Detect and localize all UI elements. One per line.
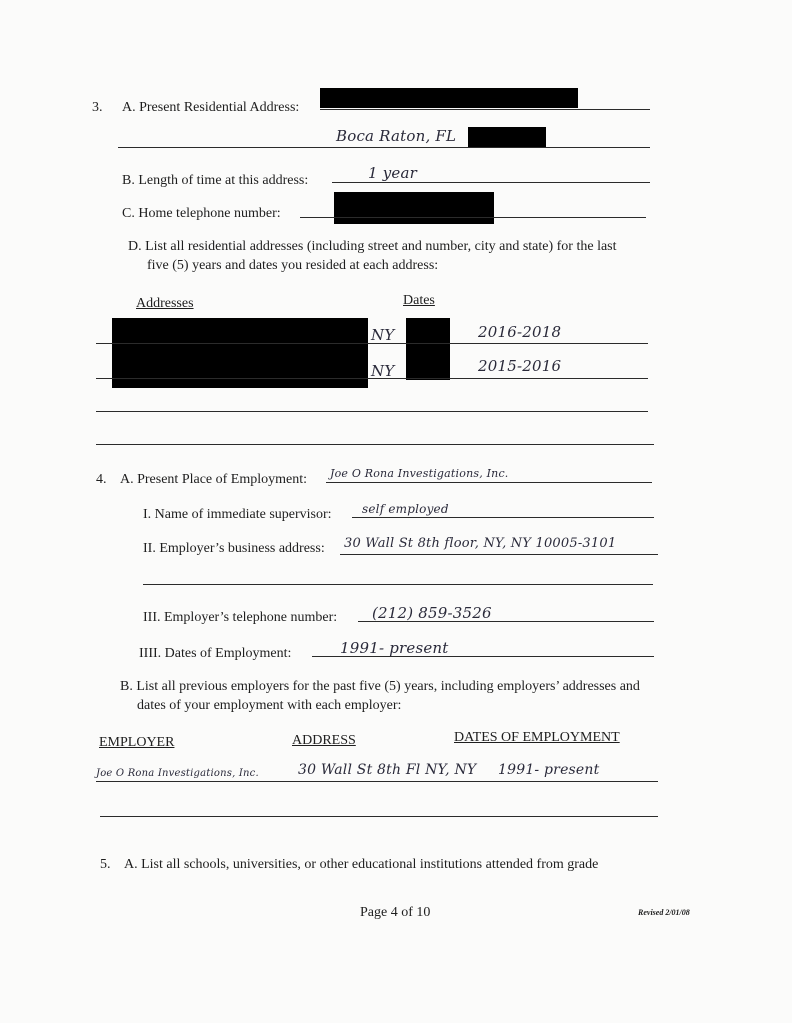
home-phone-label: C. Home telephone number: xyxy=(122,206,281,221)
business-address-value: 30 Wall St 8th floor, NY, NY 10005-3101 xyxy=(344,536,617,551)
supervisor-label: I. Name of immediate supervisor: xyxy=(143,507,332,522)
redaction-bar xyxy=(320,88,578,108)
employment-dates-line[interactable] xyxy=(312,656,654,657)
employment-dates-column-header: DATES OF EMPLOYMENT xyxy=(454,730,620,745)
employer-row-line[interactable] xyxy=(100,816,658,817)
employment-dates-value: 1991- present xyxy=(340,639,449,657)
length-of-time-value: 1 year xyxy=(368,164,417,182)
business-address-line[interactable] xyxy=(340,554,658,555)
address-row-line[interactable] xyxy=(96,411,648,412)
length-of-time-label: B. Length of time at this address: xyxy=(122,173,309,188)
employer-phone-label: III. Employer’s telephone number: xyxy=(143,610,338,625)
residential-address-label: A. Present Residential Address: xyxy=(122,100,300,115)
revision-date: Revised 2/01/08 xyxy=(638,908,690,917)
address-column-header: ADDRESS xyxy=(292,733,356,748)
schools-instruction: A. List all schools, universities, or other educational institutions attended from grade xyxy=(124,857,599,872)
previous-employers-instruction-2: dates of your employment with each employer: xyxy=(137,698,402,713)
redaction-bar xyxy=(406,318,450,380)
supervisor-line[interactable] xyxy=(352,517,654,518)
page-number: Page 4 of 10 xyxy=(360,905,431,920)
address-row-line[interactable] xyxy=(96,444,654,445)
section-3-number: 3. xyxy=(92,100,103,115)
address-row-dates: 2016-2018 xyxy=(478,323,562,341)
prior-addresses-instruction-2: five (5) years and dates you resided at each address: xyxy=(147,258,439,273)
address-row-line[interactable] xyxy=(96,378,648,379)
residential-address-line-2[interactable] xyxy=(118,147,650,148)
employer-row-dates: 1991- present xyxy=(498,762,600,778)
employer-row-name: Joe O Rona Investigations, Inc. xyxy=(96,768,259,779)
redaction-bar xyxy=(334,192,494,224)
employment-dates-label: IIII. Dates of Employment: xyxy=(139,646,292,661)
residential-address-city: Boca Raton, FL xyxy=(336,127,457,145)
employer-phone-value: (212) 859-3526 xyxy=(372,604,492,622)
address-row-state: NY xyxy=(371,362,395,380)
residential-address-line[interactable] xyxy=(320,109,650,110)
employment-place-value: Joe O Rona Investigations, Inc. xyxy=(330,467,509,480)
section-4-number: 4. xyxy=(96,472,107,487)
employer-column-header: EMPLOYER xyxy=(99,735,175,750)
length-of-time-line[interactable] xyxy=(332,182,650,183)
home-phone-line[interactable] xyxy=(300,217,646,218)
addresses-column-header: Addresses xyxy=(136,296,194,311)
employment-place-line[interactable] xyxy=(326,482,652,483)
address-row-state: NY xyxy=(371,326,395,344)
address-row-line[interactable] xyxy=(96,343,648,344)
employer-row-line[interactable] xyxy=(96,781,658,782)
prior-addresses-instruction-1: D. List all residential addresses (including street and number, city and state) for the last xyxy=(128,239,617,254)
address-row-dates: 2015-2016 xyxy=(478,357,562,375)
employer-phone-line[interactable] xyxy=(358,621,654,622)
employer-row-address: 30 Wall St 8th Fl NY, NY xyxy=(298,762,477,778)
redaction-bar xyxy=(468,127,546,147)
section-5-number: 5. xyxy=(100,857,111,872)
employment-place-label: A. Present Place of Employment: xyxy=(120,472,308,487)
dates-column-header: Dates xyxy=(403,293,435,308)
business-address-line-2[interactable] xyxy=(143,584,653,585)
business-address-label: II. Employer’s business address: xyxy=(143,541,325,556)
previous-employers-instruction-1: B. List all previous employers for the past five (5) years, including employers’ addresses and xyxy=(120,679,640,694)
supervisor-value: self employed xyxy=(362,502,449,516)
